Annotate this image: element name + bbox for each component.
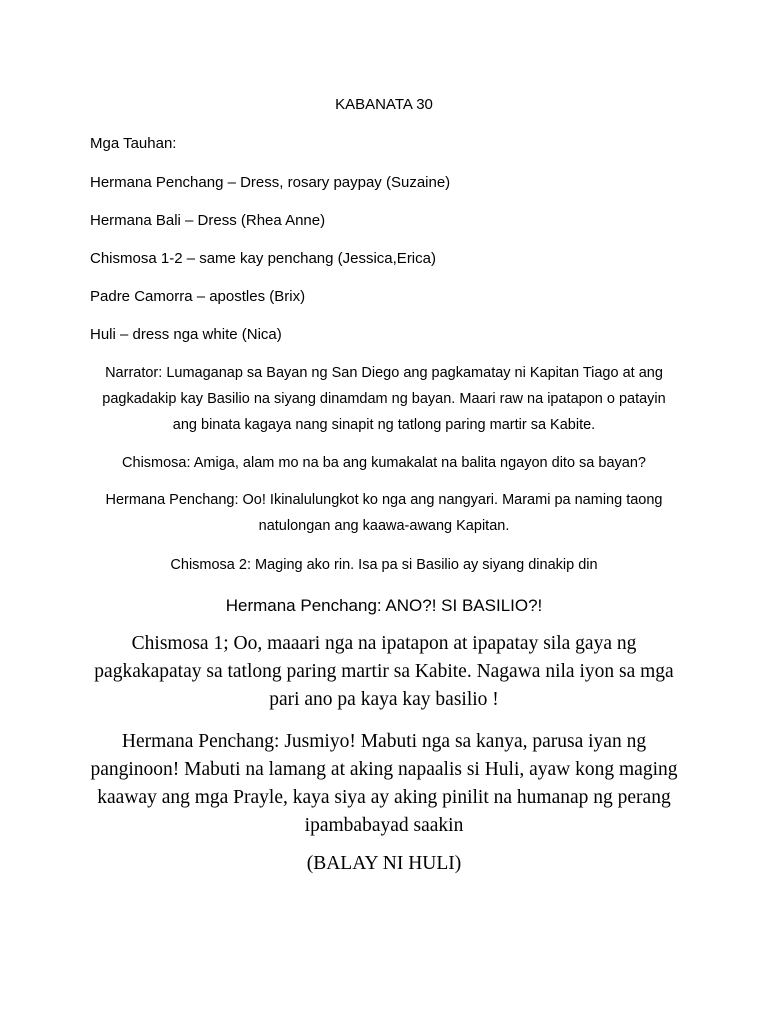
- cast-heading: Mga Tauhan:: [90, 135, 177, 152]
- narrator-line: Narrator: Lumaganap sa Bayan ng San Diego ang pagkamatay ni Kapitan Tiago at ang pagkadakip kay Basilio na siyang dinamdam ng bayan. Maari raw na ipatapon o patayin ang binata kagaya nang sinapit ng tatlong paring martir sa Kabite.: [102, 365, 666, 433]
- cast-item: Chismosa 1-2 – same kay penchang (Jessica,Erica): [90, 250, 436, 267]
- cast-item: Hermana Penchang – Dress, rosary paypay (Suzaine): [90, 174, 451, 191]
- hermana-penchang-exclaim-line: Hermana Penchang: ANO?! SI BASILIO?!: [225, 596, 543, 615]
- hermana-penchang-jusmiyo-line: Hermana Penchang: Jusmiyo! Mabuti nga sa kanya, parusa iyan ng panginoon! Mabuti na lamang at aking napaalis si Huli, ayaw kong maging kaaway ang mga Prayle, kaya siya ay aking pinilit na humanap ng perang ipambabayad saakin: [90, 731, 678, 836]
- cast-item: Padre Camorra – apostles (Brix): [90, 288, 306, 305]
- chismosa-line: Chismosa: Amiga, alam mo na ba ang kumakalat na balita ngayon dito sa bayan?: [122, 455, 646, 471]
- cast-list: [90, 173, 450, 363]
- chapter-title: KABANATA 30: [335, 96, 433, 113]
- chismosa-2-line: Chismosa 2: Maging ako rin. Isa pa si Basilio ay siyang dinakip din: [170, 557, 598, 573]
- cast-item: Huli – dress nga white (Nica): [90, 326, 282, 343]
- chismosa-1-line: Chismosa 1; Oo, maaari nga na ipatapon at ipapatay sila gaya ng pagkakapatay sa tatlong paring martir sa Kabite. Nagawa nila iyon sa mga pari ano pa kaya kay basilio !: [94, 633, 674, 710]
- cast-item: Hermana Bali – Dress (Rhea Anne): [90, 212, 326, 229]
- scene-heading: (BALAY NI HULI): [306, 853, 462, 874]
- hermana-penchang-line: Hermana Penchang: Oo! Ikinalulungkot ko nga ang nangyari. Marami pa naming taong natulongan ang kaawa-awang Kapitan.: [105, 492, 663, 534]
